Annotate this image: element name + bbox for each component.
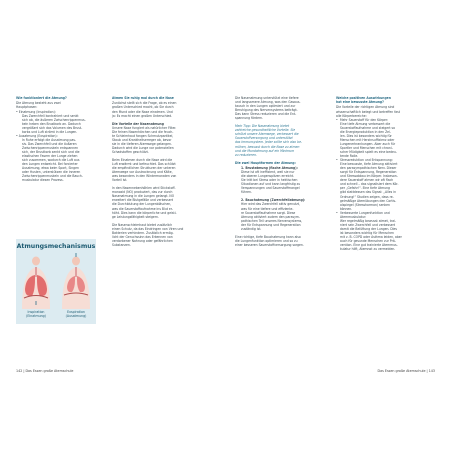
text-line: einer besseren Sauerstoffversorgung sorgen.: [235, 242, 304, 247]
text-line: muskulatur diesen Prozess.: [22, 178, 64, 183]
text-line: ist besonders wichtig für Menschen: [340, 230, 394, 235]
text-line: Unsere Nase fungiert als natürlicher Filter.: [112, 125, 177, 130]
text-line: vention. Eine gut trainierte Atemmus-: [340, 243, 398, 248]
text-line: alle Körperbereiche:: [336, 113, 367, 118]
text-line: In Ruhe erfolgt die Ausatmung pas-: [22, 137, 77, 142]
column-1: [16, 96, 102, 182]
text-line: die Lungenfunktion optimieren und so zu: [235, 238, 298, 243]
text-line: In den Nasennebenhöhlen wird Stickstoff-: [112, 186, 176, 191]
text-line: ja: Es macht einen großen Unterschied.: [112, 113, 173, 118]
text-line: Die Nasenschleimhaut bietet zusätzlich: [112, 222, 173, 227]
text-line: Sie tritt bei Stress oder in hektischen: [241, 178, 298, 183]
text-line: Nasenatmung in die Lungen gelangt. NO: [112, 194, 175, 199]
text-line: Ausatmung, etwa beim Sport, Singen: [22, 166, 79, 171]
text-line: was für eine tiefere und effiziente-: [241, 206, 294, 211]
text-line: tende Rolle.: [340, 154, 359, 159]
text-line: Beruhigung des Nervensystems beiträgt.: [235, 108, 298, 113]
text-line: und schnell – das signalisiert dem Kör-: [340, 182, 399, 187]
text-line: die empfindlichen Strukturen der unteren: [112, 166, 176, 171]
expiration-label: [58, 310, 94, 318]
text-line: den Lungen entweicht. Bei forcierter: [22, 162, 78, 167]
list-item-title: 1. Brustatmung (flache Atmung):: [241, 166, 298, 171]
text-line: den Mund oder die Nase einatmen. Und: [112, 109, 173, 114]
text-line: schützt unsere Atemwege, verbessert die: [235, 132, 299, 137]
text-line: Beim Einatmen durch die Nase wird die: [112, 158, 173, 162]
text-line: Die Nasenatmung unterstützt eine tiefere: [235, 96, 299, 100]
text-line: Vorteil ist.: [112, 178, 128, 183]
text-line: spannung fördern.: [235, 116, 264, 121]
text-line: vergrößert sich das Volumen des Brust-: [22, 125, 83, 130]
text-line: damit die Belüftung der Lungen. Dies: [340, 226, 397, 231]
text-line: Eine richtige, tiefe Bauchatmung kann also: [235, 234, 301, 239]
section-heading: [336, 100, 436, 104]
text-line: kulatur hilft, Atemnot zu vermeiden.: [340, 247, 396, 252]
text-line: oder Husten, unterstützen die inneren: [22, 170, 81, 175]
text-line: die oberen Lungenspitzen erreicht.: [241, 174, 295, 179]
text-line: siv. Das Zwerchfell und die äußeren: [22, 141, 77, 146]
text-line: korbs und Luft strömt in die Lungen.: [22, 129, 78, 134]
footer-left: 142 | Das Essen große Atemschule: [16, 369, 74, 373]
text-line: führen.: [241, 190, 252, 195]
section-heading: Die zwei Hauptformen der Atmung:: [235, 160, 296, 165]
text-line: sich zusammen, wodurch die Luft aus: [22, 158, 80, 163]
text-line: pathischen Teil unseres Nervensystems,: [241, 218, 303, 223]
text-line: und langsamere Atmung, was den Gasaus-: [235, 100, 301, 105]
text-line: die Energieproduktion in den Zel-: [340, 129, 391, 134]
heading-line: Welche positiven Auswirkungen: [336, 96, 391, 100]
bullet-icon: •: [336, 158, 338, 163]
text-line: einen Schutz, da das Eindringen von Viren und: [112, 226, 184, 231]
bullet-icon: •: [336, 117, 338, 122]
text-line: Mehr Sauerstoff für den Körper:: [340, 117, 389, 122]
text-line: auch für gesunde Menschen zur Prä-: [340, 239, 396, 244]
footer-right: Das Essen große Atemschule | 143: [377, 369, 435, 373]
text-line: monoxid (NO) produziert, das zur durch: [112, 190, 173, 195]
text-line: Atmung aktiviert zudem den parasym-: [241, 214, 300, 219]
list-item-title: 2. Bauchatmung (Zwerchfellatmung):: [241, 198, 306, 203]
text-line: ge Leistungsfähigkeit steigern.: [112, 214, 159, 219]
column-2: [112, 96, 204, 247]
text-line: Schadstoffen geschützt.: [112, 149, 149, 154]
text-line: niert sein Zwerchfell und verbessert: [340, 222, 396, 227]
list-item: [336, 118, 436, 158]
text-line: te Schleimhaut fangen Schmutzpartikel,: [112, 133, 174, 138]
inspiration-label: [18, 310, 54, 318]
text-line: zuständig ist.: [241, 226, 262, 231]
text-line: mit z. B. COPD oder Asthma leiden, aber: [340, 234, 402, 239]
text-line: Die Atmung besteht aus zwei: [16, 101, 61, 106]
text-line: gelmäßige Atemübungen den Cortis-: [340, 198, 397, 203]
text-line: die Durchblutung der Lungenbläschen,: [112, 202, 172, 207]
column-3: [235, 96, 327, 247]
diagram-title: Atmungsmechanismus: [16, 243, 96, 250]
text-line: den parasympathischen Nerv. Dieser: [340, 166, 397, 171]
text-line: höht. Dies kann die körperliche und geisti-: [112, 210, 177, 215]
text-line: was die Sauerstoffaufnahme ins Blut er-: [112, 206, 173, 211]
text-line: Sauerstoffversorgung und unterstützt: [235, 136, 293, 141]
text-line: Mein Tipp: Die Nasenatmung bietet: [235, 124, 290, 129]
text-line: zahlreiche gesundheitliche Vorteile. Sie: [235, 128, 296, 133]
text-line: zu reduzieren.: [235, 152, 257, 157]
text-line: Verbesserte Lungenfunktion und: [340, 210, 390, 215]
text-line: len. Dies ist besonders wichtig für: [340, 133, 392, 138]
text-line: Lungenerkrankungen. Aber auch für: [340, 141, 396, 146]
text-line: Dadurch wird die Lunge vor potenziellen: [112, 145, 174, 150]
text-line: können.: [340, 206, 353, 211]
text-line: Atemwege vor Austrocknung und Kälte,: [112, 170, 173, 175]
text-line: keln heben den Brustkorb an. Dadurch: [22, 121, 81, 126]
text-line: der für Entspannung und Regeneration: [241, 222, 301, 227]
text-line: • Einatmung (Inspiration):: [16, 109, 56, 114]
text-line: per „Gefahr!“. Eine tiefe Atmung: [340, 186, 390, 191]
text-line: tausch in den Lungen optimiert und zur: [235, 104, 296, 109]
text-line: mühen, bewusst durch die Nase zu atmen: [235, 144, 300, 149]
text-line: Luft erwärmt und befeuchtet. Das schützt: [112, 162, 176, 167]
text-line: Wer regelmäßig bewusst atmet, trai-: [340, 218, 397, 223]
text-line: gibt stattdessen das Signal: „Alles in: [340, 190, 397, 195]
text-line: scher Müdigkeit spielt es eine bedeu-: [340, 150, 397, 154]
text-line: Eine tiefe Atmung verbessert die: [340, 121, 391, 126]
list-item: [336, 211, 436, 251]
text-line: großen Unterschied macht, ob Sie durch: [112, 105, 174, 110]
text-line: elastischen Fasern der Lunge ziehen: [22, 154, 78, 159]
text-line: verdorbener Nahrung oder gefährlichen: [112, 238, 173, 243]
text-line: Die feinen Nasenhärchen und die feuch-: [112, 129, 174, 134]
text-line: Das kann Stress reduzieren und die Ent-: [235, 112, 297, 117]
section-heading: Wie funktioniert die Atmung?: [16, 96, 67, 100]
text-line: Sportler und Menschen mit chroni-: [340, 145, 393, 150]
bullet-icon: •: [336, 210, 338, 215]
text-line: Die Vorteile der richtigen Atmung sind: [336, 105, 395, 110]
tip-note: [235, 124, 327, 156]
text-line: das Immunsystem. Jeder sollte sich also be-: [235, 140, 303, 145]
text-line: Hier wird das Zwerchfell aktiv genutzt,: [241, 202, 300, 207]
text-line: • Ausatmung (Exspiration):: [16, 133, 58, 138]
heading-line: hat eine bewusste Atmung?: [336, 100, 384, 105]
subheading: Die Vorteile der Nasenatmung: [112, 121, 164, 126]
text-line: und Stressabbau im Körper. Insbeson-: [340, 174, 398, 179]
text-line: olspiegel (Stresshormon) senken: [340, 202, 390, 207]
text-line: Atemmuskulatur:: [340, 214, 367, 219]
text-line: Stressreduktion und Entspannung:: [340, 158, 393, 163]
text-line: Sauerstoffaufnahme und steigert so: [340, 125, 395, 130]
breathing-mechanism-diagram: [16, 239, 96, 324]
text-line: Menschen mit Herzinsuffizienz oder: [340, 137, 395, 142]
text-line: licht der Geruchssinn das Erkennen von: [112, 234, 173, 239]
text-line: sich, der Brustkorb senkt sich und die: [22, 150, 80, 154]
text-line: dere Sauerstoff atmen wir oft flach: [340, 178, 394, 183]
text-line: Zwischenrippenmuskeln entspannen: [22, 145, 79, 150]
text-line: Zwischenrippenmuskeln und die Bauch-: [22, 174, 83, 179]
inspiration-subtitle: (Einatmung): [26, 314, 46, 318]
text-line: Substanzen.: [112, 242, 131, 247]
inspiration-title: Inspiration: [27, 310, 45, 314]
text-line: was besonders in den Wintermonaten von: [112, 174, 177, 179]
text-line: Das Zwerchfell kontrahiert und senkt: [22, 113, 79, 118]
text-line: Situationen auf und kann langfristig zu: [241, 182, 301, 187]
column-1-text: [16, 101, 102, 182]
text-line: Hauptphasen:: [16, 105, 38, 110]
expiration-title: Exspiration: [67, 310, 85, 314]
list-item: [336, 158, 436, 211]
text-line: wissenschaftlich belegt und betreffen fast: [336, 109, 400, 114]
text-line: sich ab, die äußeren Zwischenrippenmus-: [22, 117, 86, 122]
text-line: Bakterien verhindern. Zusätzlich ermög-: [112, 230, 174, 235]
text-line: re Sauerstoffaufnahme sorgt. Diese: [241, 210, 296, 215]
column-4: [336, 96, 436, 251]
text-line: Diese ist oft ineffizient, weil sie nur: [241, 170, 295, 175]
inspiration-lungs-icon: [22, 257, 50, 310]
text-line: Zunächst stellt sich die Frage, ob es einen: [112, 101, 177, 106]
expiration-lungs-icon: [62, 253, 90, 309]
text-line: Verspannungen und Sauerstoffmangel: [241, 186, 300, 191]
text-line: sie in die tieferen Atemwege gelangen.: [112, 141, 172, 146]
text-line: Staub und Krankheitserreger ab, bevor: [112, 137, 172, 142]
section-heading: Atmen Sie ruhig mal durch die Nase: [112, 96, 174, 100]
text-line: Eine bewusste, tiefe Atmung aktiviert: [340, 162, 398, 167]
text-line: erweitert die Blutgefäße und verbessert: [112, 198, 174, 203]
expiration-subtitle: (Ausatmung): [65, 314, 87, 318]
text-line: sorgt für Entspannung, Regeneration: [340, 170, 397, 175]
text-line: und die Mundatmung auf ein Minimum: [235, 148, 295, 153]
text-line: Ordnung!“ Studien zeigen, dass re-: [340, 194, 394, 199]
